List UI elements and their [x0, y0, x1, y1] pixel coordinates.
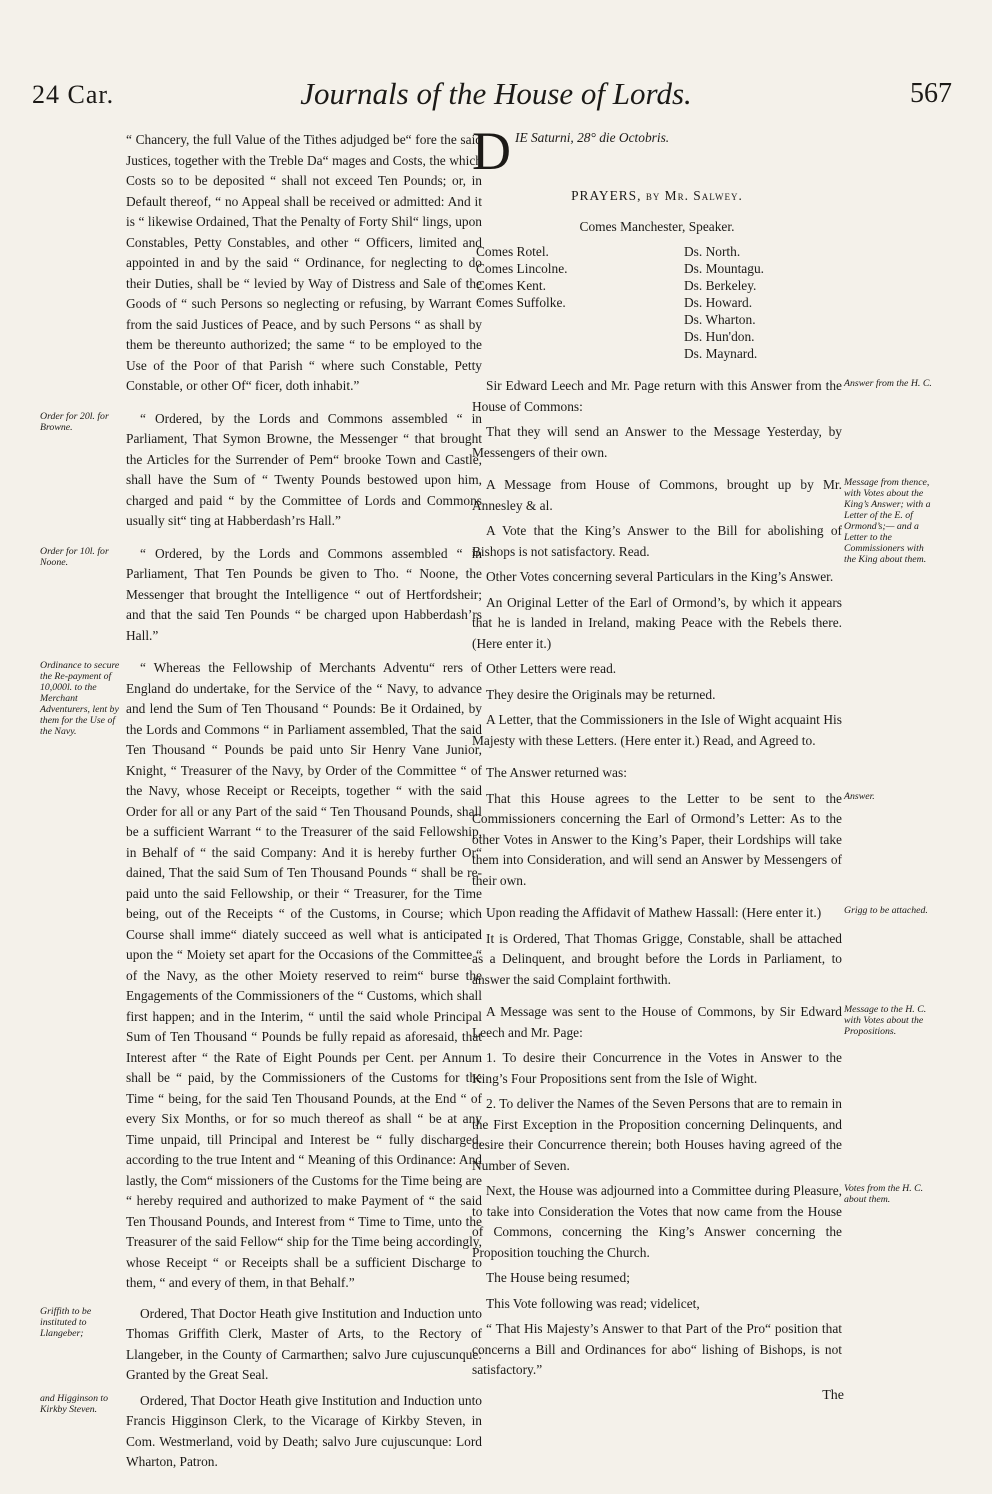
paragraph-item-one: 1. To desire their Concurrence in the Votes in Answer to the King’s Four Propositions sent from the Isle of Wight.: [472, 1050, 842, 1086]
paragraph-letter-wight: A Letter, that the Commissioners in the Isle of Wight acquaint His Majesty with these Letters. (Here enter it.) Read, and Agreed to.: [472, 712, 842, 748]
paragraph-message-commons: A Message from House of Commons, brought up by Mr. Annesley & al.: [472, 477, 842, 513]
paragraph-answer-returned: The Answer returned was:: [486, 765, 627, 780]
paragraph-originals: They desire the Originals may be returned.: [486, 686, 716, 702]
paragraph-order-noone: “ Ordered, by the Lords and Commons assembled “ in Parliament, That Ten Pounds be given to Tho. “ Noone, the Messenger that brought the Intelligence “ out of Hertfordsheir; and that the said Ten Pounds “ be charged upon Habberdash’rs Hall.”: [126, 545, 482, 643]
margin-note-message-thence: Message from thence, with Votes about the King’s Answer; with a Letter of the E. of Ormond’s;— and a Letter to the Commissioners with the King about them.: [844, 477, 931, 565]
attendee: Comes Rotel.: [476, 244, 549, 259]
paragraph-order-higginson: Ordered, That Doctor Heath give Institution and Induction unto Francis Higginson Clerk, to the Vicarage of Kirkby Steven, in Com. Westmerland, void by Death; salvo Jure cujuscunque: Lord Wharton, Patron.: [126, 1392, 482, 1469]
page-title: Journals of the House of Lords.: [300, 76, 692, 111]
margin-note-answer-hc: Answer from the H. C.: [844, 378, 932, 389]
attendee: Ds. Wharton.: [684, 312, 756, 327]
paragraph-vote-bishops: A Vote that the King’s Answer to the Bill for abolishing of Bishops is not satisfactory. Read.: [472, 523, 842, 559]
paragraph-answer-messengers: That they will send an Answer to the Message Yesterday, by Messengers of their own.: [472, 424, 842, 460]
margin-note-griffith: Griffith to be instituted to Llangeber;: [40, 1305, 92, 1339]
speaker-line: Comes Manchester, Speaker.: [579, 218, 735, 234]
left-column: [126, 130, 482, 1478]
attendee: Ds. Howard.: [684, 295, 753, 310]
paragraph-leech-return: Sir Edward Leech and Mr. Page return with this Answer from the House of Commons:: [472, 378, 842, 414]
paragraph-grigge-order: It is Ordered, That Thomas Grigge, Constable, shall be attached as a Delinquent, and brought before the Lords in Parliament, to answer the said Complaint forthwith.: [472, 930, 842, 987]
catchword: The: [822, 1387, 844, 1403]
paragraph-merchant-adventurers: “ Whereas the Fellowship of Merchants Adventu“ rers of England do undertake, for the Service of the “ Navy, to advance and lend the Sum of Ten Thousand “ Pounds: Be it Ordained, by the Lords and Commons “ in Parliament assembled, That the said Ten Thousand “ Pounds be paid unto Sir Henry Vane Junior, Knight, “ Treasurer of the Navy, by Order of the Committee “ of the Navy, whose Receipt or Receipts, together “ with the said Order for all or any Part of the said “ Ten Thousand Pounds, shall be a sufficient Warrant “ to the Treasurer of the said Fellowship, in Behalf of “ the said Company: And it is hereby further Or“ dained, That the said Sum of Ten Thousand Pounds “ shall be re-paid unto the said Fellowship, or their “ Treasurer, for the Time being, out of the Receipts “ of the Customs, in Course; which Course shall imme“ diately succeed as well what is anticipated upon the “ Moiety set apart for the Occasions of the Committee “ of the Navy, as the other Moiety reserved to reim“ burse the Engagements of the Commissioners of the “ Customs, which shall first happen; and in the Interim, “ until the said whole Principal Sum of Ten Thousand “ Pounds be fully repaid as aforesaid, that Interest after “ the Rate of Eight Pounds per Cent. per Annum shall be “ paid, by the Commissioners of the Customs for the Time “ being, for the said Ten Thousand Pounds, at the End “ of every Six Months, or for so much thereof as shall “ be at any Time unpaid, till Principal and Interest be “ fully discharged, according to the true Intent and “ Meaning of this Ordinance: And lastly, the Com“ missioners of the Customs for the Time being are “ hereby required and authorized to make Payment of “ the said Ten Thousand Pounds, and Interest from “ Time to Time, unto the Treasurer of the said Fellow“ ship for the Time being accordingly, whose Receipt “ or Receipts shall be a sufficient Discharge to them, “ and every of them, in that Behalf.”: [126, 660, 482, 1290]
attendee: Ds. Maynard.: [684, 346, 758, 361]
margin-note-browne: Order for 20l. for Browne.: [40, 410, 109, 433]
prayers-line: PRAYERS, by Mr. Salwey.: [571, 188, 743, 203]
attendance-barons: [684, 243, 764, 362]
paragraph-affidavit: Upon reading the Affidavit of Mathew Hassall: (Here enter it.): [486, 905, 822, 920]
paragraph-other-letters: Other Letters were read.: [486, 661, 617, 676]
attendance-earls: [476, 243, 568, 362]
sitting-date: IE Saturni, 28° die Octobris.: [515, 130, 670, 145]
right-column: [472, 128, 842, 1386]
paragraph-vote-read: This Vote following was read; videlicet,: [486, 1295, 700, 1311]
paragraph-order-griffith: Ordered, That Doctor Heath give Institution and Induction unto Thomas Griffith Clerk, Master of Arts, to the Rectory of Llangeber, in the County of Carmarthen; salvo Jure cujuscunque: Granted by the Great Seal.: [126, 1305, 482, 1382]
paragraph-ormond-letter: An Original Letter of the Earl of Ormond’s, by which it appears that he is landed in Ireland, making Peace with the Rebels there. (Here enter it.): [472, 594, 842, 651]
header-regnal-year: 24 Car.: [32, 80, 115, 109]
paragraph-tithes-ordinance: “ Chancery, the full Value of the Tithes adjudged be“ fore the said Justices, together with the Treble Da“ mages and Costs, the which Costs so to be deposited “ shall not exceed Ten Pounds; or, in Default thereof, “ no Appeal shall be received or admitted: And it is “ likewise Ordained, That the Penalty of Forty Shil“ lings, upon Constables, Petty Constables, and other “ Officers, limited and appointed in and by the said “ Ordinance, for neglecting to do their Duties, shall be “ levied by Way of Distress and Sale of the Goods of “ such Persons so neglecting or refusing, by Warrant “ from the said Justices of Peace, and by such Persons “ as shall by them be thereunto authorized; the same “ to be employed to the Use of the Poor of that Parish “ where such Constable, Petty Constable, or other Of“ ficer, doth inhabit.”: [126, 132, 482, 393]
margin-note-answer: Answer.: [844, 790, 875, 802]
attendance-list: [472, 243, 842, 362]
attendee: Ds. North.: [684, 244, 741, 259]
margin-note-noone: Order for 10l. for Noone.: [40, 545, 109, 568]
attendee: Comes Lincolne.: [476, 261, 568, 276]
attendee: Ds. Hun'don.: [684, 329, 755, 344]
margin-note-higginson: and Higginson to Kirkby Steven.: [40, 1392, 109, 1415]
paragraph-message-sent: A Message was sent to the House of Commons, by Sir Edward Leech and Mr. Page:: [472, 1004, 842, 1040]
margin-note-votes-hc: Votes from the H. C. about them.: [844, 1183, 924, 1205]
paragraph-other-votes: Other Votes concerning several Particulars in the King’s Answer.: [486, 569, 834, 584]
paragraph-item-two: 2. To deliver the Names of the Seven Persons that are to remain in the First Exception in the Proposition concerning Delinquents, and desire their Concurrence therein; both Houses having agreed of the Number of Seven.: [472, 1096, 842, 1173]
margin-note-message-hc: Message to the H. C. with Votes about the Propositions.: [844, 1004, 927, 1037]
paragraph-house-agrees: That this House agrees to the Letter to be sent to the Commissioners concerning the Earl of Ormond’s Letter: As to the other Votes in Answer to the King’s Paper, their Lordships will take them into Consideration, and will send an Answer by Messengers of their own.: [472, 790, 842, 888]
margin-note-grigg: Grigg to be attached.: [844, 905, 928, 916]
attendee: Comes Suffolke.: [476, 295, 566, 310]
drop-cap: D: [472, 128, 511, 172]
paragraph-order-browne: “ Ordered, by the Lords and Commons assembled “ in Parliament, That Symon Browne, the Messenger “ that brought the Articles for the Surrender of Pem“ brooke Town and Castle, shall have the Sum of “ Twenty Pounds bestowed upon him, charged and paid “ by the Committee of Lords and Commons usually sit“ ting at Habberdash’rs Hall.”: [126, 410, 482, 528]
attendee: Ds. Berkeley.: [684, 278, 757, 293]
margin-note-ordinance: Ordinance to secure the Re-payment of 10,000l. to the Merchant Adventurers, lent by them for the Use of the Navy.: [40, 660, 120, 737]
paragraph-house-resumed: The House being resumed;: [486, 1270, 630, 1285]
page-number: 567: [910, 78, 952, 109]
attendee: Comes Kent.: [476, 278, 546, 293]
paragraph-committee: Next, the House was adjourned into a Committee during Pleasure, to take into Consideration the Votes that now came from the House of Commons, concerning the King’s Answer concerning the Proposition touching the Church.: [472, 1183, 842, 1260]
paragraph-vote-quote: “ That His Majesty’s Answer to that Part of the Pro“ position that concerns a Bill and Ordinances for abo“ lishing of Bishops, is not satisfactory.”: [472, 1321, 842, 1377]
attendee: Ds. Mountagu.: [684, 261, 764, 276]
